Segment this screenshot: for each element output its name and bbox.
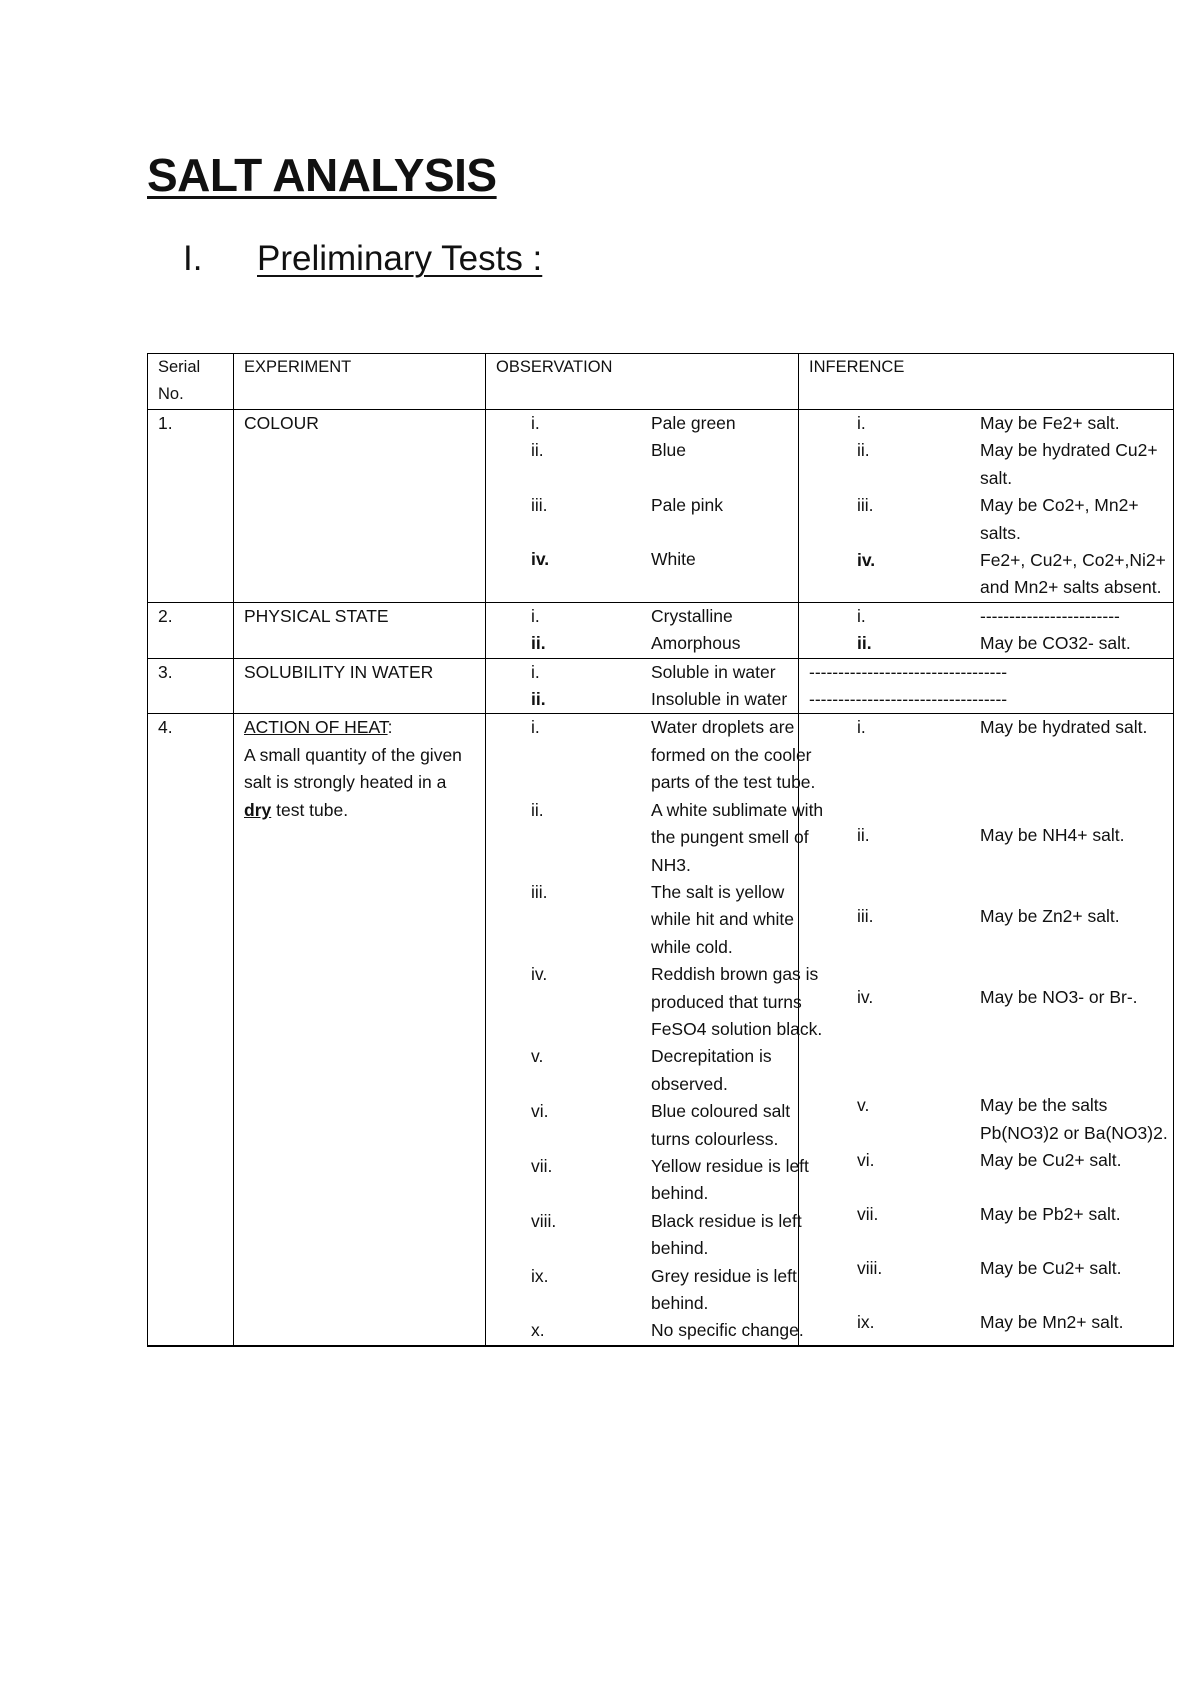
list-number: iv. <box>531 549 550 570</box>
list-number: iii. <box>857 495 874 516</box>
header-experiment: EXPERIMENT <box>234 354 486 410</box>
serial-cell: 1. <box>148 410 234 603</box>
table-row <box>148 658 1174 714</box>
list-number: iv. <box>857 987 874 1008</box>
observation-text: Blue <box>651 440 687 461</box>
inference-text: May be hydrated Cu2+ salt. <box>980 440 1158 488</box>
list-number: viii. <box>857 1258 883 1279</box>
observation-text: Black residue is left behind. <box>651 1210 802 1259</box>
list-number: iii. <box>531 494 548 515</box>
inference-text: May be NO3- or Br-. <box>980 987 1138 1008</box>
observation-text: Pale green <box>651 413 736 433</box>
list-number: ix. <box>857 1312 875 1333</box>
list-number: v. <box>531 1046 544 1067</box>
salt-analysis-table <box>147 353 1174 1347</box>
inference-text: May be Cu2+ salt. <box>980 1258 1122 1279</box>
header-serial: Serial No. <box>148 354 234 410</box>
list-number: ii. <box>531 689 546 710</box>
observation-cell <box>486 714 824 1346</box>
experiment-cell: ACTION OF HEAT: A small quantity of the given salt is strongly heated in a dry test tube. <box>234 714 486 1346</box>
section-heading <box>183 240 542 279</box>
inference-text: May be the salts Pb(NO3)2 or Ba(NO3)2. <box>980 1095 1168 1143</box>
list-number: i. <box>531 605 540 626</box>
list-number: ii. <box>531 633 546 654</box>
table-row <box>148 714 1174 1346</box>
list-number: iii. <box>531 881 548 902</box>
list-number: v. <box>857 1095 870 1116</box>
section-number: I. <box>183 239 203 278</box>
experiment-heading: ACTION OF HEAT <box>244 717 388 738</box>
experiment-emphasis: dry <box>244 799 272 820</box>
list-number: i. <box>857 605 866 626</box>
list-number: ii. <box>531 799 544 820</box>
serial-cell: 4. <box>148 714 234 1346</box>
experiment-description: A small quantity of the given salt is strongly heated in a <box>244 744 462 793</box>
experiment-cell: SOLUBILITY IN WATER <box>234 658 486 714</box>
serial-cell: 2. <box>148 602 234 658</box>
list-number: vi. <box>857 1150 875 1171</box>
inference-text: ---------------------------------- <box>809 661 1008 682</box>
inference-text: May be hydrated salt. <box>980 717 1148 738</box>
list-number: i. <box>857 717 866 738</box>
observation-text: Crystalline <box>651 605 733 626</box>
inference-text: May be CO32- salt. <box>980 633 1131 654</box>
list-number: ii. <box>531 440 544 461</box>
observation-text: The salt is yellow while hit and white while cold. <box>651 881 794 957</box>
header-inference: INFERENCE <box>799 354 1174 410</box>
inference-text: ---------------------------------- <box>809 689 1008 710</box>
observation-text: A white sublimate with the pungent smell of NH3. <box>651 799 824 875</box>
list-number: ii. <box>857 825 870 846</box>
list-number: iii. <box>857 906 874 927</box>
observation-cell <box>486 602 799 658</box>
observation-text: Blue coloured salt turns colourless. <box>651 1101 791 1149</box>
inference-text: May be Co2+, Mn2+ salts. <box>980 495 1139 543</box>
serial-cell: 3. <box>148 658 234 714</box>
list-number: i. <box>531 661 540 682</box>
inference-text: Fe2+, Cu2+, Co2+,Ni2+ and Mn2+ salts absent. <box>980 550 1166 598</box>
list-number: vii. <box>857 1204 879 1225</box>
inference-text: May be Cu2+ salt. <box>980 1150 1122 1171</box>
list-number: i. <box>531 717 540 738</box>
list-number: vi. <box>531 1101 549 1122</box>
observation-text: White <box>651 549 696 570</box>
header-observation: OBSERVATION <box>486 354 799 410</box>
observation-text: Decrepitation is observed. <box>651 1046 772 1094</box>
table-row <box>148 602 1174 658</box>
inference-text: ------------------------ <box>980 605 1120 626</box>
list-number: viii. <box>531 1210 557 1231</box>
list-number: i. <box>531 413 540 433</box>
section-label: Preliminary Tests : <box>257 239 543 278</box>
experiment-cell: COLOUR <box>234 410 486 603</box>
observation-cell <box>486 410 799 603</box>
list-number: vii. <box>531 1155 553 1176</box>
observation-text: Yellow residue is left behind. <box>651 1155 809 1204</box>
experiment-cell: PHYSICAL STATE <box>234 602 486 658</box>
inference-text: May be Zn2+ salt. <box>980 906 1120 927</box>
inference-cell <box>799 410 1174 603</box>
list-number: ix. <box>531 1265 549 1286</box>
observation-text: Soluble in water <box>651 661 776 682</box>
table-header-row <box>148 354 1174 410</box>
observation-text: Water droplets are formed on the cooler parts of the test tube. <box>651 717 816 793</box>
list-number: iv. <box>857 550 876 571</box>
observation-text: Pale pink <box>651 494 723 515</box>
list-number: ii. <box>857 633 872 654</box>
inference-cell <box>799 714 1174 1346</box>
inference-text: May be Fe2+ salt. <box>980 413 1120 433</box>
observation-text: Insoluble in water <box>651 689 788 710</box>
observation-text: Reddish brown gas is produced that turns FeSO4 solution black. <box>651 964 823 1039</box>
observation-text: No specific change. <box>651 1320 804 1341</box>
observation-cell <box>486 658 799 714</box>
page-title: SALT ANALYSIS <box>147 149 497 201</box>
list-number: ii. <box>857 440 870 461</box>
inference-text: May be Mn2+ salt. <box>980 1312 1124 1333</box>
inference-cell <box>799 602 1174 658</box>
list-number: iv. <box>531 964 548 985</box>
inference-text: May be NH4+ salt. <box>980 825 1125 846</box>
inference-text: May be Pb2+ salt. <box>980 1204 1121 1225</box>
list-number: i. <box>857 413 866 433</box>
list-number: x. <box>531 1320 545 1341</box>
table-row <box>148 410 1174 603</box>
experiment-description-end: test tube. <box>276 799 349 820</box>
observation-text: Amorphous <box>651 633 741 654</box>
inference-cell <box>799 658 1174 714</box>
observation-text: Grey residue is left behind. <box>651 1265 797 1313</box>
